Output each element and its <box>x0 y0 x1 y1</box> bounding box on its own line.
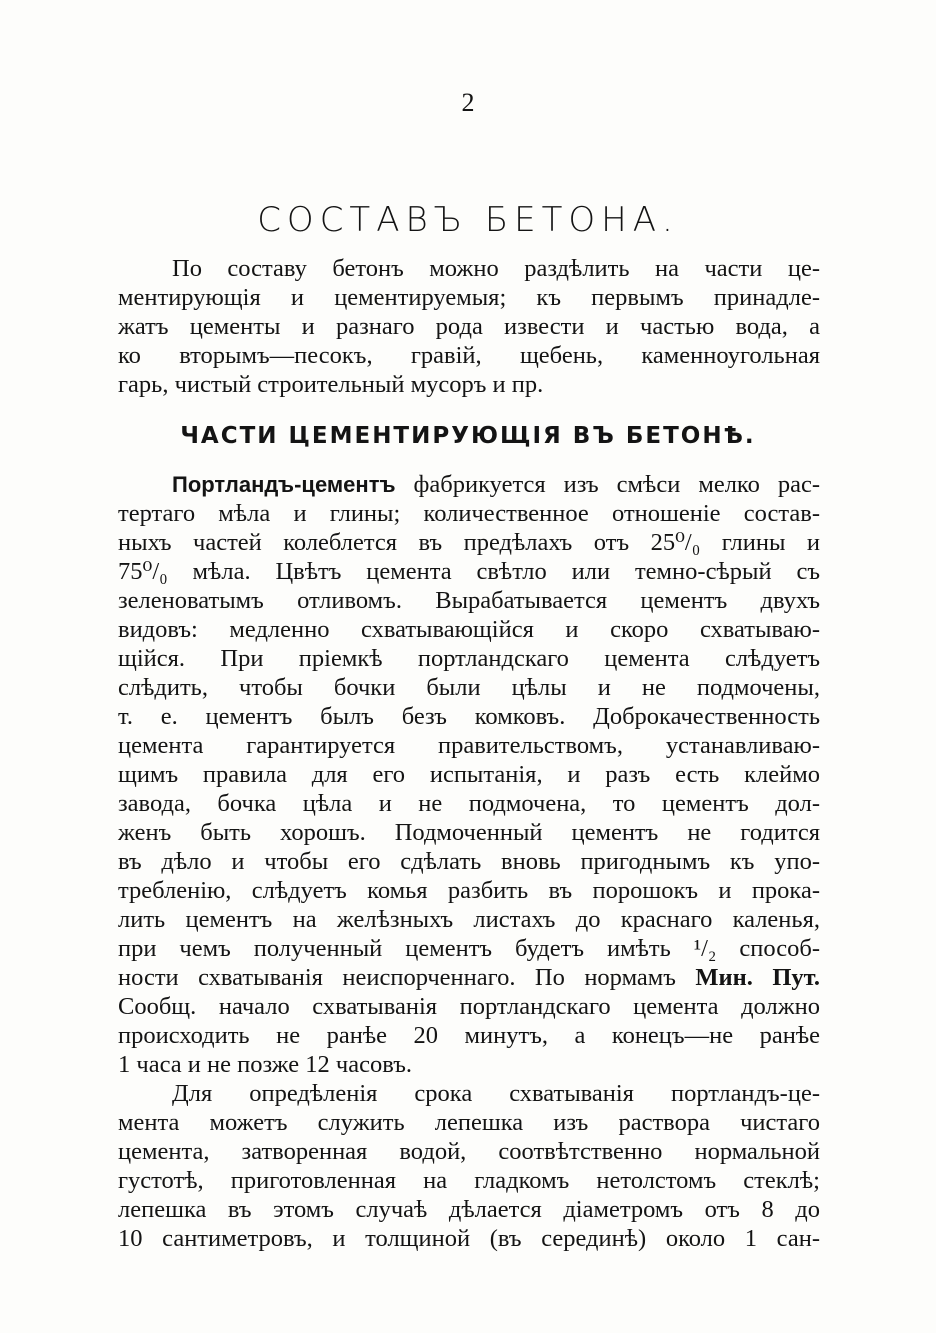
text-line: цемента, затворенная водой, соотвѣтственно нормальной <box>118 1138 820 1165</box>
text-line: По составу бетонъ можно раздѣлить на части це- <box>172 255 820 282</box>
page-title: СОСТАВЪ БЕТОНА. <box>257 200 679 240</box>
text-line: происходить не ранѣе 20 минутъ, а конецъ—не ранѣе <box>118 1022 820 1049</box>
text-line <box>118 965 820 991</box>
text-line: зеленоватымъ отливомъ. Вырабатывается цементъ двухъ <box>118 587 820 614</box>
text-line: въ дѣло и чтобы его сдѣлать вновь пригоднымъ къ упо- <box>118 848 820 875</box>
text-line: Сообщ. начало схватыванія портландскаго цемента должно <box>118 993 820 1020</box>
text-line: тертаго мѣла и глины; количественное отношеніе состав- <box>118 500 820 527</box>
norms-reference: Мин. Пут. <box>695 964 820 991</box>
term-portland-cement: Портландъ-цементъ <box>172 472 396 497</box>
text-line: слѣдить, чтобы бочки были цѣлы и не подмочены, <box>118 674 820 701</box>
text-line: 75⁰/₀ мѣла. Цвѣтъ цемента свѣтло или темно-сѣрый съ <box>118 558 820 585</box>
text-line: т. е. цементъ былъ безъ комковъ. Доброкачественность <box>118 703 820 730</box>
text-line: женъ быть хорошъ. Подмоченный цементъ не годится <box>118 819 820 846</box>
text-line: густотѣ, приготовленная на гладкомъ нетолстомъ стеклѣ; <box>118 1167 820 1194</box>
text-line: Для опредѣленія срока схватыванія портландъ-це- <box>172 1080 820 1107</box>
text-line: мента можетъ служить лепешка изъ раствора чистаго <box>118 1109 820 1136</box>
section-heading: ЧАСТИ ЦЕМЕНТИРУЮЩІЯ ВЪ БЕТОНѢ. <box>180 423 756 449</box>
text-run: фабрикуется изъ смѣси мелко рас- <box>413 471 821 498</box>
text-line: 10 сантиметровъ, и толщиной (въ серединѣ) около 1 сан- <box>118 1225 820 1252</box>
text-line: щимъ правила для его испытанія, и разъ есть клеймо <box>118 761 820 788</box>
text-line: завода, бочка цѣла и не подмочена, то цементъ дол- <box>118 790 820 817</box>
text-line: требленію, слѣдуетъ комья разбить въ порошокъ и прока- <box>118 877 820 904</box>
page-number: 2 <box>461 88 475 117</box>
text-line <box>172 472 820 498</box>
text-line: щійся. При пріемкѣ портландскаго цемента слѣдуетъ <box>118 645 820 672</box>
text-line: ныхъ частей колеблется въ предѣлахъ отъ 25⁰/₀ глины и <box>118 529 820 556</box>
text-line: цемента гарантируется правительствомъ, устанавливаю- <box>118 732 820 759</box>
text-run: ности схватыванія неиспорченнаго. По нормамъ <box>118 964 676 991</box>
text-line: лить цементъ на желѣзныхъ листахъ до краснаго каленья, <box>118 906 820 933</box>
text-line: видовъ: медленно схватывающійся и скоро схватываю- <box>118 616 820 643</box>
text-line: жатъ цементы и разнаго рода извести и частью вода, а <box>118 313 820 340</box>
text-line: ко вторымъ—песокъ, гравій, щебень, каменноугольная <box>118 342 820 369</box>
text-line: ментирующія и цементируемыя; къ первымъ принадле- <box>118 284 820 311</box>
text-line: гарь, чистый строительный мусоръ и пр. <box>118 371 544 398</box>
text-line: 1 часа и не позже 12 часовъ. <box>118 1051 412 1078</box>
text-line: лепешка въ этомъ случаѣ дѣлается діаметромъ отъ 8 до <box>118 1196 820 1223</box>
text-line: при чемъ полученный цементъ будетъ имѣть ¹/₂ способ- <box>118 935 820 962</box>
